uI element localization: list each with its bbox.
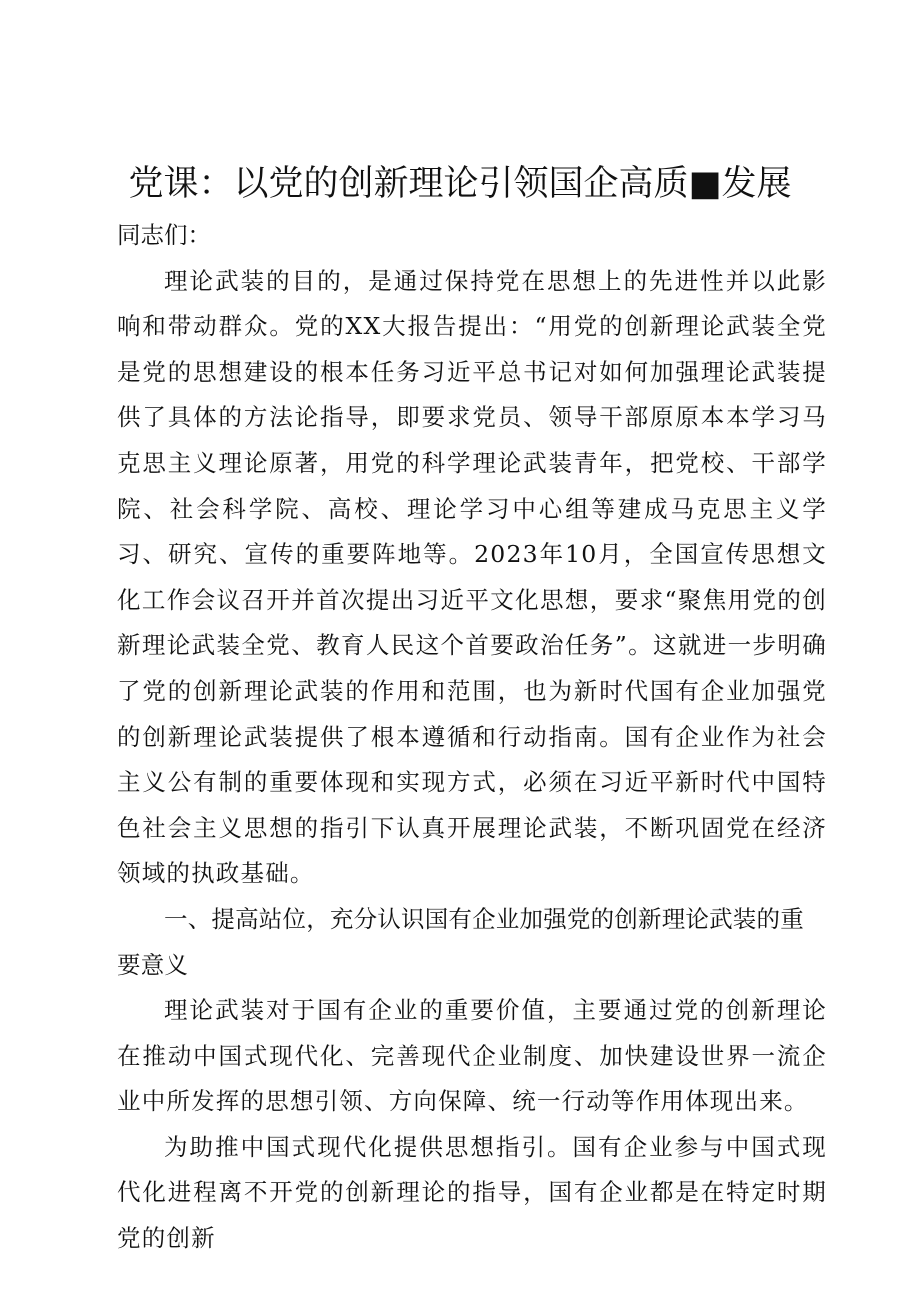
document-body — [117, 213, 827, 1262]
document-title: 党课：以党的创新理论引领国企高质■发展 — [128, 164, 792, 204]
section-paragraph: 理论武装对于国有企业的重要价值，主要通过党的创新理论在推动中国式现代化、完善现代企业制度、加快建设世界一流企业中所发挥的思想引领、方向保障、统一行动等作用体现出来。 — [117, 996, 827, 1116]
section-paragraph: 为助推中国式现代化提供思想指引。国有企业参与中国式现代化进程离不开党的创新理论的指导，国有企业都是在特定时期党的创新 — [117, 1132, 827, 1253]
salutation: 同志们： — [117, 221, 211, 249]
intro-paragraph: 理论武装的目的，是通过保持党在思想上的先进性并以此影响和带动群众。党的XX大报告提出：“用党的创新理论武装全党是党的思想建设的根本任务习近平总书记对如何加强理论武装提供了具体的方法论指导，即要求党员、领导干部原原本本学习马克思主义理论原著，用党的科学理论武装青年，把党校、干部学院、社会科学院、高校、理论学习中心组等建成马克思主义学习、研究、宣传的重要阵地等。2023年10月，全国宣传思想文化工作会议召开并首次提出习近平文化思想，要求“聚焦用党的创新理论武装全党、教育人民这个首要政治任务”。这就进一步明确了党的创新理论武装的作用和范围，也为新时代国有企业加强党的创新理论武装提供了根本遵循和行动指南。国有企业作为社会主义公有制的重要体现和实现方式，必须在习近平新时代中国特色社会主义思想的指引下认真开展理论武装，不断巩固党在经济领域的执政基础。 — [117, 266, 827, 888]
section-heading: 一、提高站位，充分认识国有企业加强党的创新理论武装的重要意义 — [117, 904, 804, 979]
